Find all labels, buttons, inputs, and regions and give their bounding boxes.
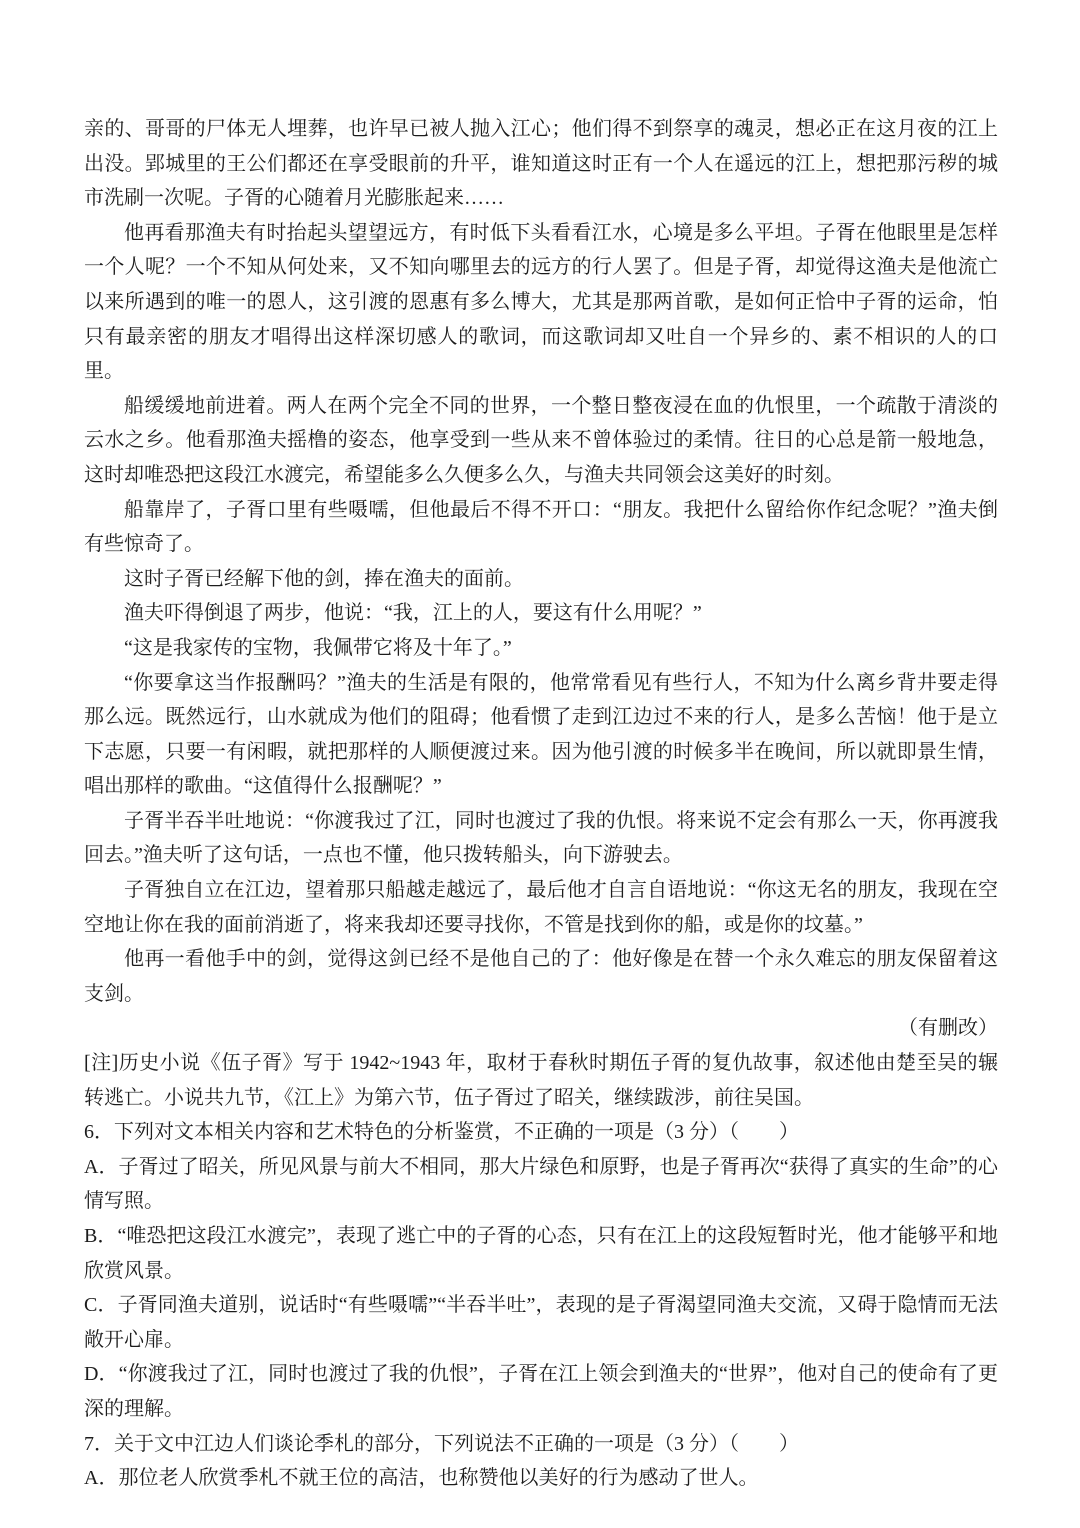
reading-passage xyxy=(84,112,998,1115)
passage-paragraph-4: 船靠岸了，子胥口里有些嗫嚅，但他最后不得不开口：“朋友。我把什么留给你作纪念呢？”渔夫倒有些惊奇了。 xyxy=(84,498,998,556)
passage-paragraph-11: 他再一看他手中的剑，觉得这剑已经不是他自己的了：他好像是在替一个永久难忘的朋友保留着这支剑。 xyxy=(84,948,998,1005)
question-6-option-c: C．子胥同渔夫道别，说话时“有些嗫嚅”“半吞半吐”，表现的是子胥渴望同渔夫交流，又碍于隐情而无法敞开心扉。 xyxy=(84,1294,998,1351)
question-6-stem: 6．下列对文本相关内容和艺术特色的分析鉴赏，不正确的一项是（3 分）（ ） xyxy=(84,1121,799,1144)
question-6-option-a: A．子胥过了昭关，所见风景与前大不相同，那大片绿色和原野，也是子胥再次“获得了真实的生命”的心情写照。 xyxy=(84,1155,998,1213)
passage-paragraph-6: 渔夫吓得倒退了两步，他说：“我，江上的人，要这有什么用呢？” xyxy=(124,602,702,625)
passage-note: [注]历史小说《伍子胥》写于 1942~1943 年，取材于春秋时期伍子胥的复仇故事，叙述他由楚至吴的辗转逃亡。小说共九节，《江上》为第六节，伍子胥过了昭关，继续跋涉，前往吴国。 xyxy=(84,1052,998,1109)
passage-paragraph-8: “你要拿这当作报酬吗？”渔夫的生活是有限的，他常常看见有些行人，不知为什么离乡背井要走得那么远。既然远行，山水就成为他们的阻碍；他看惯了走到江边过不来的行人，是多么苦恼！他于是立下志愿，只要一有闲暇，就把那样的人顺便渡过来。因为他引渡的时候多半在晚间，所以就即景生情，唱出那样的歌曲。“这值得什么报酬呢？” xyxy=(84,671,998,798)
passage-paragraph-2: 他再看那渔夫有时抬起头望望远方，有时低下头看看江水，心境是多么平坦。子胥在他眼里是怎样一个人呢？一个不知从何处来，又不知向哪里去的远方的行人罢了。但是子胥，却觉得这渔夫是他流亡以来所遇到的唯一的恩人，这引渡的恩惠有多么博大，尤其是那两首歌，是如何正恰中子胥的运命，怕只有最亲密的朋友才唱得出这样深切感人的歌词，而这歌词却又吐自一个异乡的、素不相识的人的口里。 xyxy=(84,221,998,383)
passage-paragraph-9: 子胥半吞半吐地说：“你渡我过了江，同时也渡过了我的仇恨。将来说不定会有那么一天，你再渡我回去。”渔夫听了这句话，一点也不懂，他只拨转船头，向下游驶去。 xyxy=(84,809,998,867)
passage-paragraph-7: “这是我家传的宝物，我佩带它将及十年了。” xyxy=(124,636,512,659)
passage-paragraph-10: 子胥独自立在江边，望着那只船越走越远了，最后他才自言自语地说：“你这无名的朋友，我现在空空地让你在我的面前消逝了，将来我却还要寻找你，不管是找到你的船，或是你的坟墓。” xyxy=(84,879,998,936)
passage-attribution: （有删改） xyxy=(898,1017,998,1040)
questions-section xyxy=(84,1115,998,1496)
passage-paragraph-1: 亲的、哥哥的尸体无人埋葬，也许早已被人抛入江心；他们得不到祭享的魂灵，想必正在这月夜的江上出没。郢城里的王公们都还在享受眼前的升平，谁知道这时正有一个人在遥远的江上，想把那污秽的城市洗刷一次呢。子胥的心随着月光膨胀起来…… xyxy=(84,118,998,210)
question-7-option-a: A．那位老人欣赏季札不就王位的高洁，也称赞他以美好的行为感动了世人。 xyxy=(84,1467,759,1490)
question-7-stem: 7．关于文中江边人们谈论季札的部分，下列说法不正确的一项是（3 分）（ ） xyxy=(84,1432,799,1455)
passage-paragraph-5: 这时子胥已经解下他的剑，捧在渔夫的面前。 xyxy=(124,567,524,590)
question-6-option-d: D．“你渡我过了江，同时也渡过了我的仇恨”，子胥在江上领会到渔夫的“世界”，他对自己的使命有了更深的理解。 xyxy=(84,1363,998,1420)
question-6-option-b: B．“唯恐把这段江水渡完”，表现了逃亡中的子胥的心态，只有在江上的这段短暂时光，他才能够平和地欣赏风景。 xyxy=(84,1225,998,1282)
passage-paragraph-3: 船缓缓地前进着。两人在两个完全不同的世界，一个整日整夜浸在血的仇恨里，一个疏散于清淡的云水之乡。他看那渔夫摇橹的姿态，他享受到一些从来不曾体验过的柔情。往日的心总是箭一般地急，这时却唯恐把这段江水渡完，希望能多么久便多么久，与渔夫共同领会这美好的时刻。 xyxy=(84,394,998,486)
